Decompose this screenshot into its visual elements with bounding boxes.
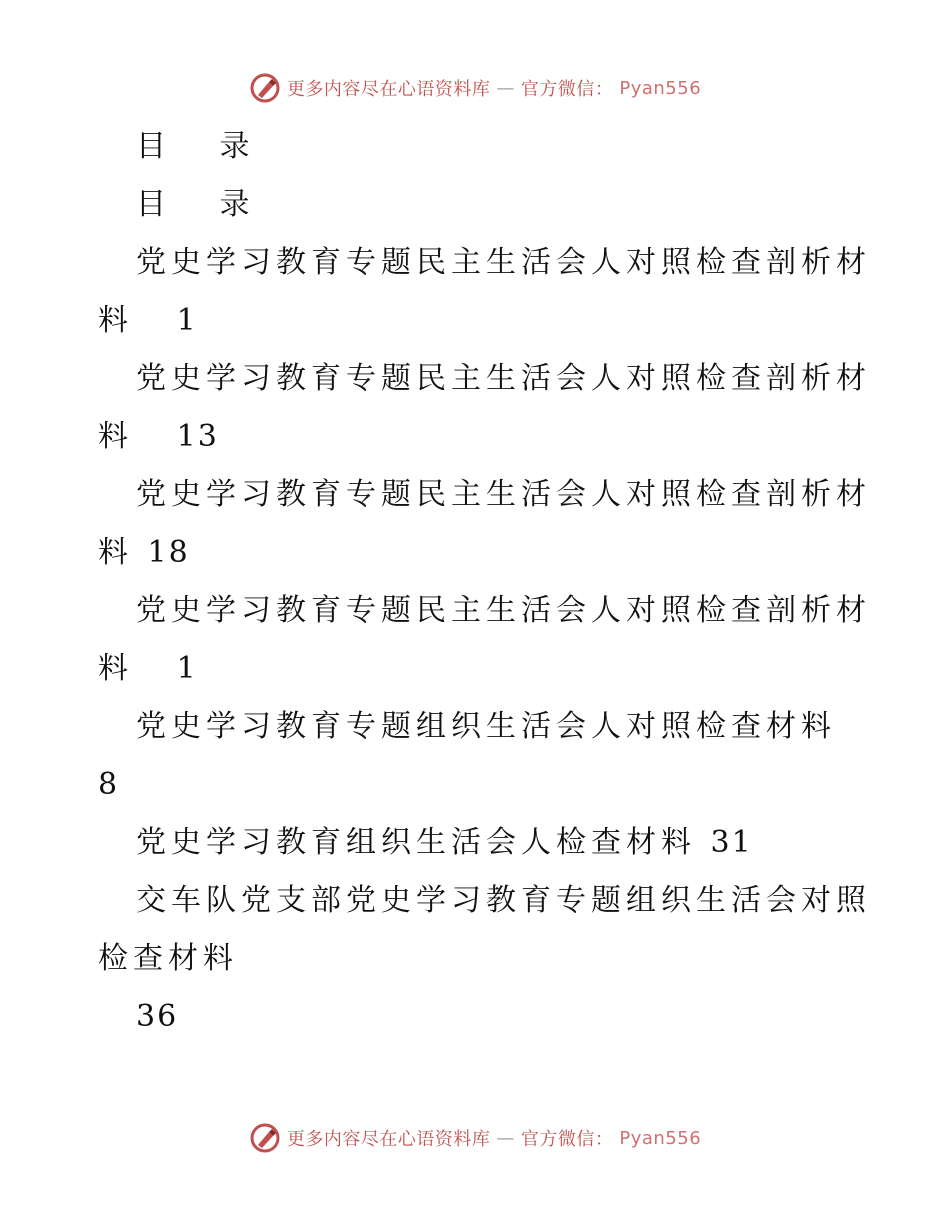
toc-entry-page-number: 1 [176,651,198,686]
watermark-separator: — [496,77,515,99]
toc-entry-page-number: 31 [710,825,753,860]
toc-entry-title[interactable]: 党史学习教育专题民主生活会人对照检查剖析材 [136,361,871,396]
footer-watermark [0,1122,950,1154]
toc-entry-page-line[interactable] [98,988,858,1046]
toc-entry-title-cont: 料 [98,419,133,454]
toc-entry-title: 党史学习教育组织生活会人检查材料 [136,825,696,860]
watermark-wechat-label: 官方微信： [520,79,614,100]
watermark-site-text: 更多内容尽在心语资料库 [286,79,491,100]
toc-entry-title-cont: 料 [98,651,133,686]
toc-entry-page-number: 13 [176,419,219,454]
watermark-wechat-label: 官方微信： [520,1129,614,1150]
pen-logo-icon [249,1122,281,1154]
toc-entry-continuation[interactable]: 检查材料 [98,941,238,976]
toc-entry-page-number: 1 [176,303,198,338]
toc-entry-title[interactable]: 党史学习教育专题民主生活会人对照检查剖析材 [136,593,871,628]
watermark-wechat-id: Pyan556 [619,1127,702,1149]
toc-entry-title-with-page[interactable] [98,814,858,872]
toc-entry-title[interactable]: 党史学习教育专题组织生活会人对照检查材料 [136,709,836,744]
pen-logo-icon [249,72,281,104]
toc-entry-continuation[interactable] [98,292,858,350]
toc-entry-title-cont: 料 [98,303,133,338]
toc-entry-title[interactable]: 交车队党支部党史学习教育专题组织生活会对照 [136,883,871,918]
watermark-separator: — [496,1127,515,1149]
toc-heading: 目 录 [136,129,272,164]
toc-heading-repeat: 目 录 [136,187,272,222]
toc-entry-continuation[interactable] [98,524,858,582]
watermark-site-text: 更多内容尽在心语资料库 [286,1129,491,1150]
toc-entry-page-number: 8 [98,767,120,802]
watermark-wechat-id: Pyan556 [619,77,702,99]
toc-entry-title-cont: 料 [98,535,133,570]
toc-entry-page-number: 18 [147,535,190,570]
toc-entry-title[interactable]: 党史学习教育专题民主生活会人对照检查剖析材 [136,477,871,512]
table-of-contents [98,118,871,1046]
header-watermark [0,72,950,104]
toc-entry-continuation[interactable] [98,408,858,466]
toc-entry-title[interactable]: 党史学习教育专题民主生活会人对照检查剖析材 [136,245,871,280]
toc-entry-continuation[interactable] [98,756,858,814]
toc-entry-page-number: 36 [136,999,179,1034]
toc-entry-continuation[interactable] [98,640,858,698]
